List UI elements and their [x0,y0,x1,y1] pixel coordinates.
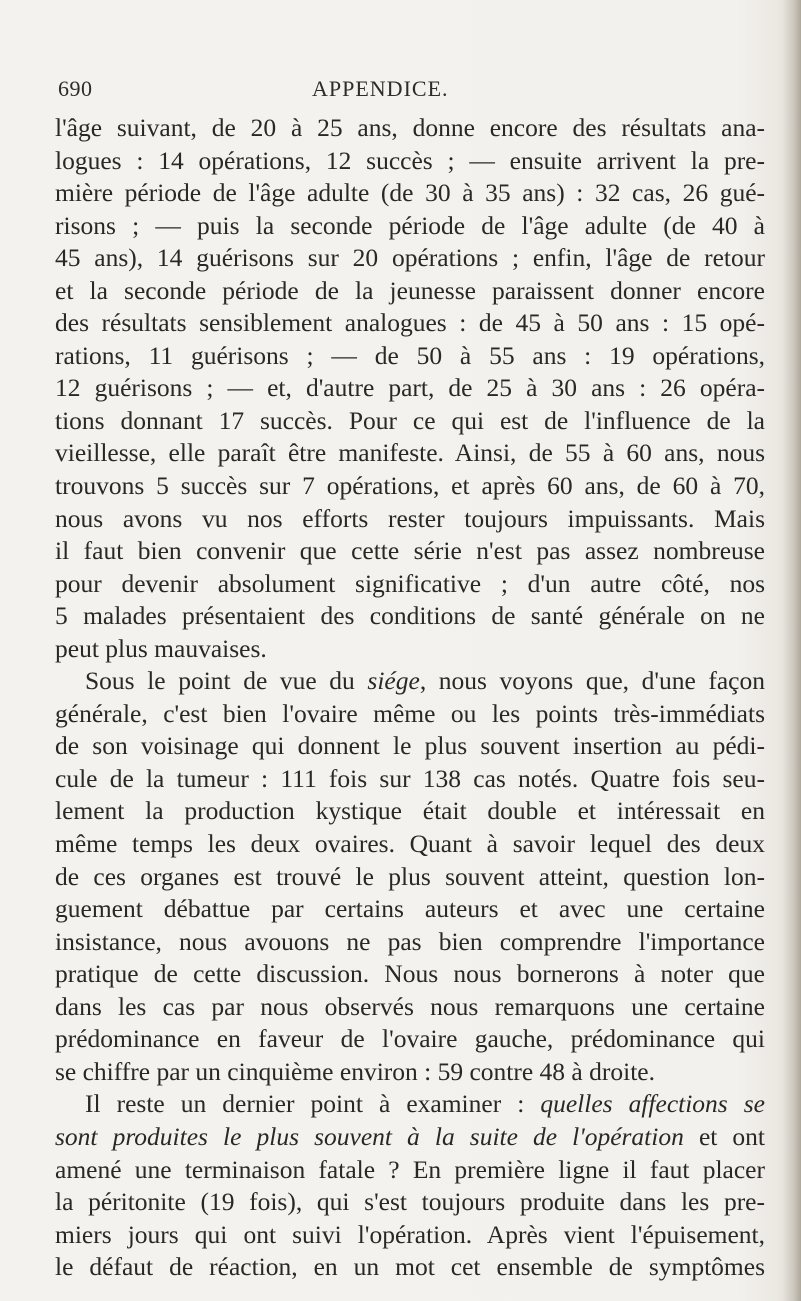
paragraph-start-line [55,665,765,698]
text-run: Sous le point de vue du [85,666,355,696]
text-line: 45 ans), 14 guérisons sur 20 opérations ; enfin, l'âge de retour [55,243,765,273]
text-line: même temps les deux ovaires. Quant à savoir lequel des deux [55,829,765,859]
running-head [0,76,801,106]
paragraph-start-line [55,1088,765,1121]
running-title: APPENDICE. [312,76,449,101]
text-line: risons ; — puis la seconde période de l'âge adulte (de 40 à [55,210,765,240]
text-line: rations, 11 guérisons ; — de 50 à 55 ans : 19 opérations, [55,340,765,370]
italic-phrase: quelles affections se [540,1089,766,1119]
text-line: 5 malades présentaient des conditions de santé générale on ne [55,601,765,631]
text-run: , nous voyons que, d'une façon [419,666,765,696]
text-line: de ces organes est trouvé le plus souvent atteint, question lon- [55,861,765,891]
paragraph-end-line: peut plus mauvaises. [55,633,267,663]
text-line: logues : 14 opérations, 12 succès ; — ensuite arrivent la pre- [55,145,765,175]
text-line: mière période de l'âge adulte (de 30 à 35 ans) : 32 cas, 26 gué- [55,178,765,208]
paragraph-end-line: se chiffre par un cinquième environ : 59 contre 48 à droite. [55,1056,655,1086]
text-line: dans les cas par nous observés nous remarquons une certaine [55,991,765,1021]
text-line: vieillesse, elle paraît être manifeste. Ainsi, de 55 à 60 ans, nous [55,438,765,468]
text-run: et ont [698,1121,765,1151]
text-line: pratique de cette discussion. Nous nous bornerons à noter que [55,959,765,989]
italic-term: siége [367,666,420,696]
text-line: trouvons 5 succès sur 7 opérations, et après 60 ans, de 60 à 70, [55,471,765,501]
page-edge-shadow [783,0,801,1301]
text-line: et la seconde période de la jeunesse paraissent donner encore [55,275,765,305]
text-line: miers jours qui ont suivi l'opération. Après vient l'épuisement, [55,1219,765,1249]
text-line: des résultats sensiblement analogues : de 45 à 50 ans : 15 opé- [55,308,765,338]
text-line: cule de la tumeur : 111 fois sur 138 cas notés. Quatre fois seu- [55,763,765,793]
text-line: 12 guérisons ; — et, d'autre part, de 25 à 30 ans : 26 opéra- [55,373,765,403]
body-text [55,112,765,1284]
text-line: guement débattue par certains auteurs et avec une certaine [55,894,765,924]
text-line: le défaut de réaction, en un mot cet ensemble de symptômes [55,1252,765,1282]
text-line: amené une terminaison fatale ? En première ligne il faut placer [55,1154,765,1184]
text-line: tions donnant 17 succès. Pour ce qui est de l'influence de la [55,405,765,435]
text-line: il faut bien convenir que cette série n'est pas assez nombreuse [55,536,765,566]
text-line: l'âge suivant, de 20 à 25 ans, donne encore des résultats ana- [55,113,765,142]
italic-phrase: sont produites le plus souvent à la suite de l'opération [55,1121,684,1151]
text-line: insistance, nous avouons ne pas bien comprendre l'importance [55,926,765,956]
text-line: la péritonite (19 fois), qui s'est toujours produite dans les pre- [55,1187,765,1217]
text-line [55,1121,765,1154]
text-line: prédominance en faveur de l'ovaire gauche, prédominance qui [55,1024,765,1054]
text-line: lement la production kystique était double et intéressait en [55,796,765,826]
text-line: nous avons vu nos efforts rester toujours impuissants. Mais [55,503,765,533]
text-run: Il reste un dernier point à examiner : [85,1089,525,1119]
text-line: de son voisinage qui donnent le plus souvent insertion au pédi- [55,731,765,761]
text-line: pour devenir absolument significative ; d'un autre côté, nos [55,568,765,598]
page-number: 690 [58,76,93,101]
text-line: générale, c'est bien l'ovaire même ou les points très-immédiats [55,698,765,728]
